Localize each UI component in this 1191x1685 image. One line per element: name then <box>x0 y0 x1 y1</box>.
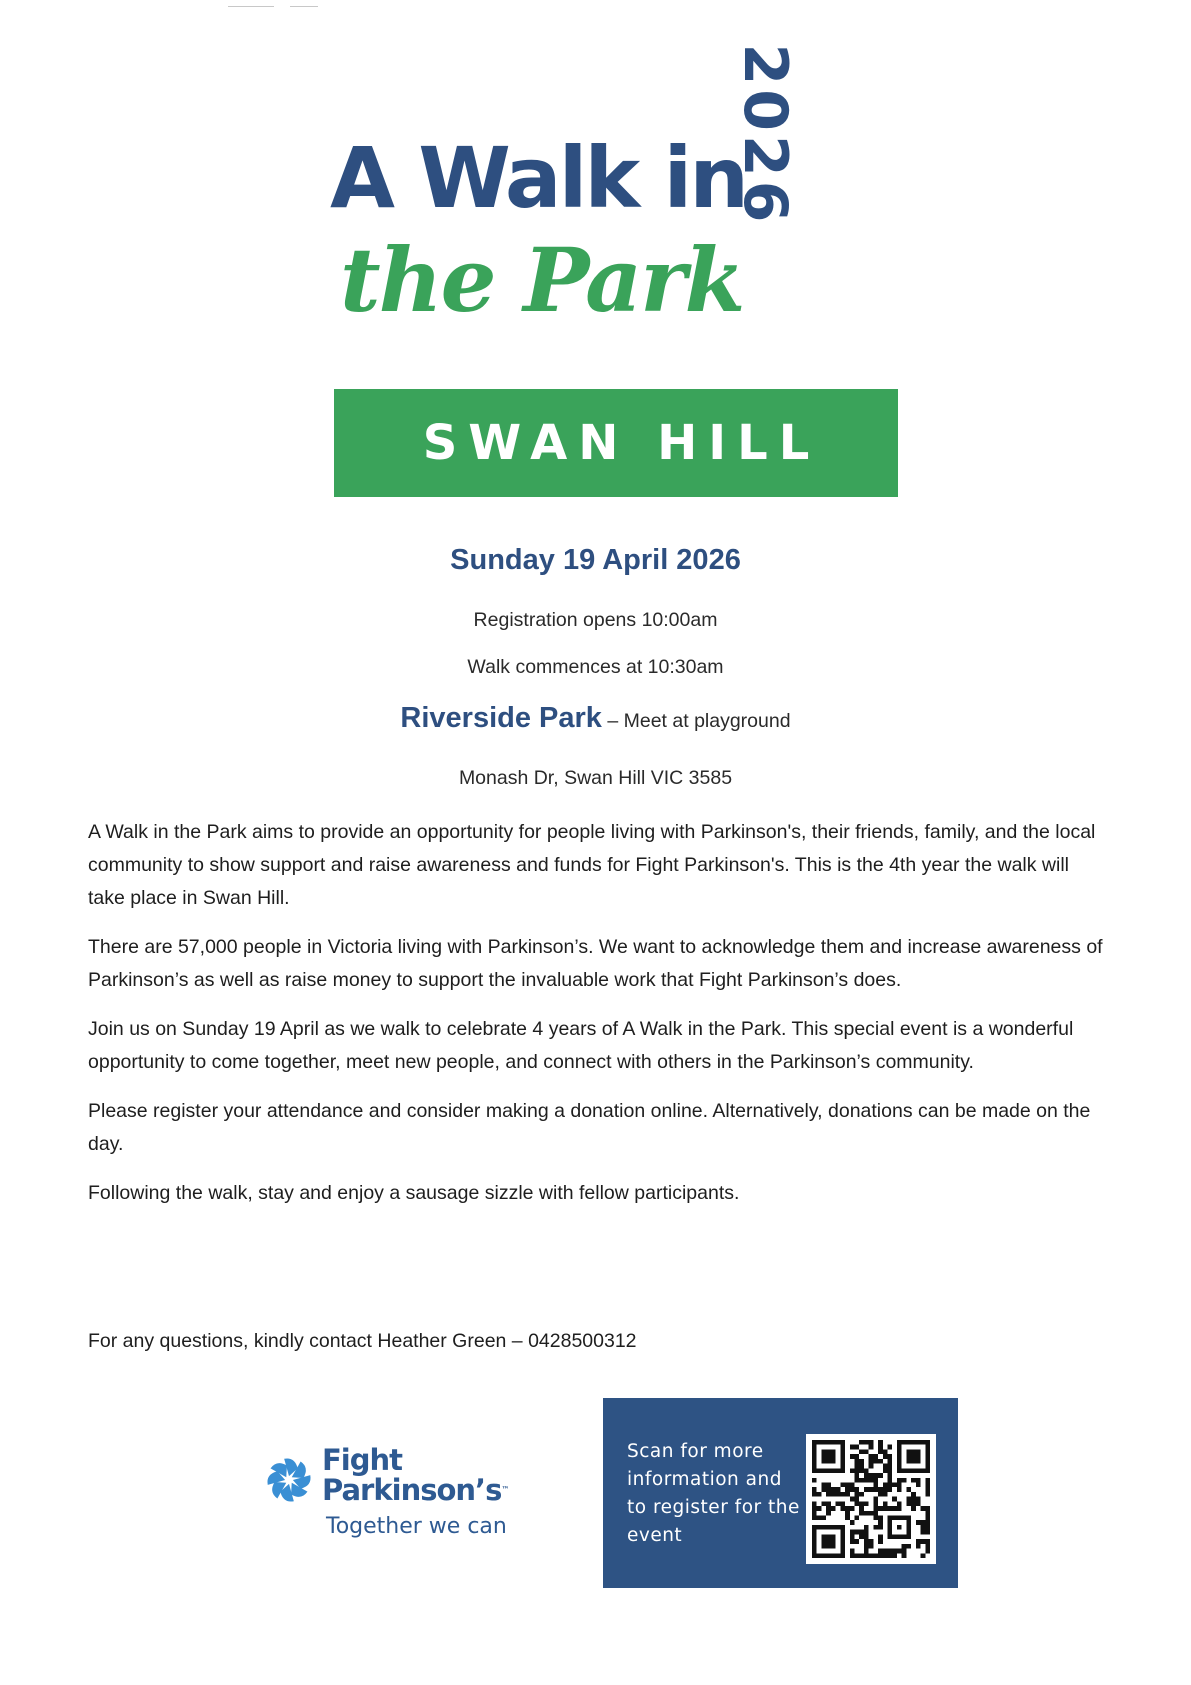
qr-code-graphic <box>812 1440 930 1558</box>
location-banner-label: SWAN HILL <box>422 415 821 471</box>
scan-mark <box>290 6 318 7</box>
title-line-1: A Walk in <box>330 129 747 227</box>
venue-line <box>0 702 1191 735</box>
body-paragraph: There are 57,000 people in Victoria living with Parkinson’s. We want to acknowledge them and increase awareness of Parkinson’s as well as raise money to support the invaluable work that Fight Parkinson’s does. <box>88 936 1103 991</box>
contact-line: For any questions, kindly contact Heather Green – 0428500312 <box>88 1330 637 1352</box>
qr-panel-text: Scan for more information and to register for the event <box>627 1441 800 1546</box>
pinwheel-icon <box>260 1451 318 1509</box>
scan-mark <box>228 6 274 7</box>
body-paragraph: Please register your attendance and consider making a donation online. Alternatively, donations can be made on the day. <box>88 1100 1091 1155</box>
venue-name: Riverside Park <box>400 702 602 734</box>
title-year: 2026 <box>730 43 800 227</box>
title-line-2: the Park <box>340 228 744 332</box>
event-date: Sunday 19 April 2026 <box>450 544 741 576</box>
location-banner <box>334 389 898 497</box>
qr-code-icon[interactable] <box>806 1434 936 1564</box>
body-text <box>88 816 1108 1226</box>
body-paragraph: Following the walk, stay and enjoy a sausage sizzle with fellow participants. <box>88 1182 740 1204</box>
qr-panel <box>603 1398 958 1588</box>
walk-start-time: Walk commences at 10:30am <box>467 656 724 678</box>
fight-parkinsons-logo <box>258 1445 558 1545</box>
logo-word-fight: Fight <box>322 1443 403 1477</box>
registration-time: Registration opens 10:00am <box>473 609 718 631</box>
body-paragraph: A Walk in the Park aims to provide an opportunity for people living with Parkinson's, their friends, family, and the local community to show support and raise awareness and funds for Fight Parkinson's. This is the 4th year the walk will take place in Swan Hill. <box>88 821 1096 909</box>
venue-note: – Meet at playground <box>601 710 791 732</box>
logo-trademark: ™ <box>501 1485 510 1494</box>
logo-word-parkinsons: Parkinson’s <box>322 1473 502 1507</box>
body-paragraph: Join us on Sunday 19 April as we walk to celebrate 4 years of A Walk in the Park. This special event is a wonderful opportunity to come together, meet new people, and connect with others in the Parkinson’s community. <box>88 1018 1074 1073</box>
venue-address: Monash Dr, Swan Hill VIC 3585 <box>458 767 733 789</box>
logo-tagline: Together we can <box>326 1514 507 1539</box>
